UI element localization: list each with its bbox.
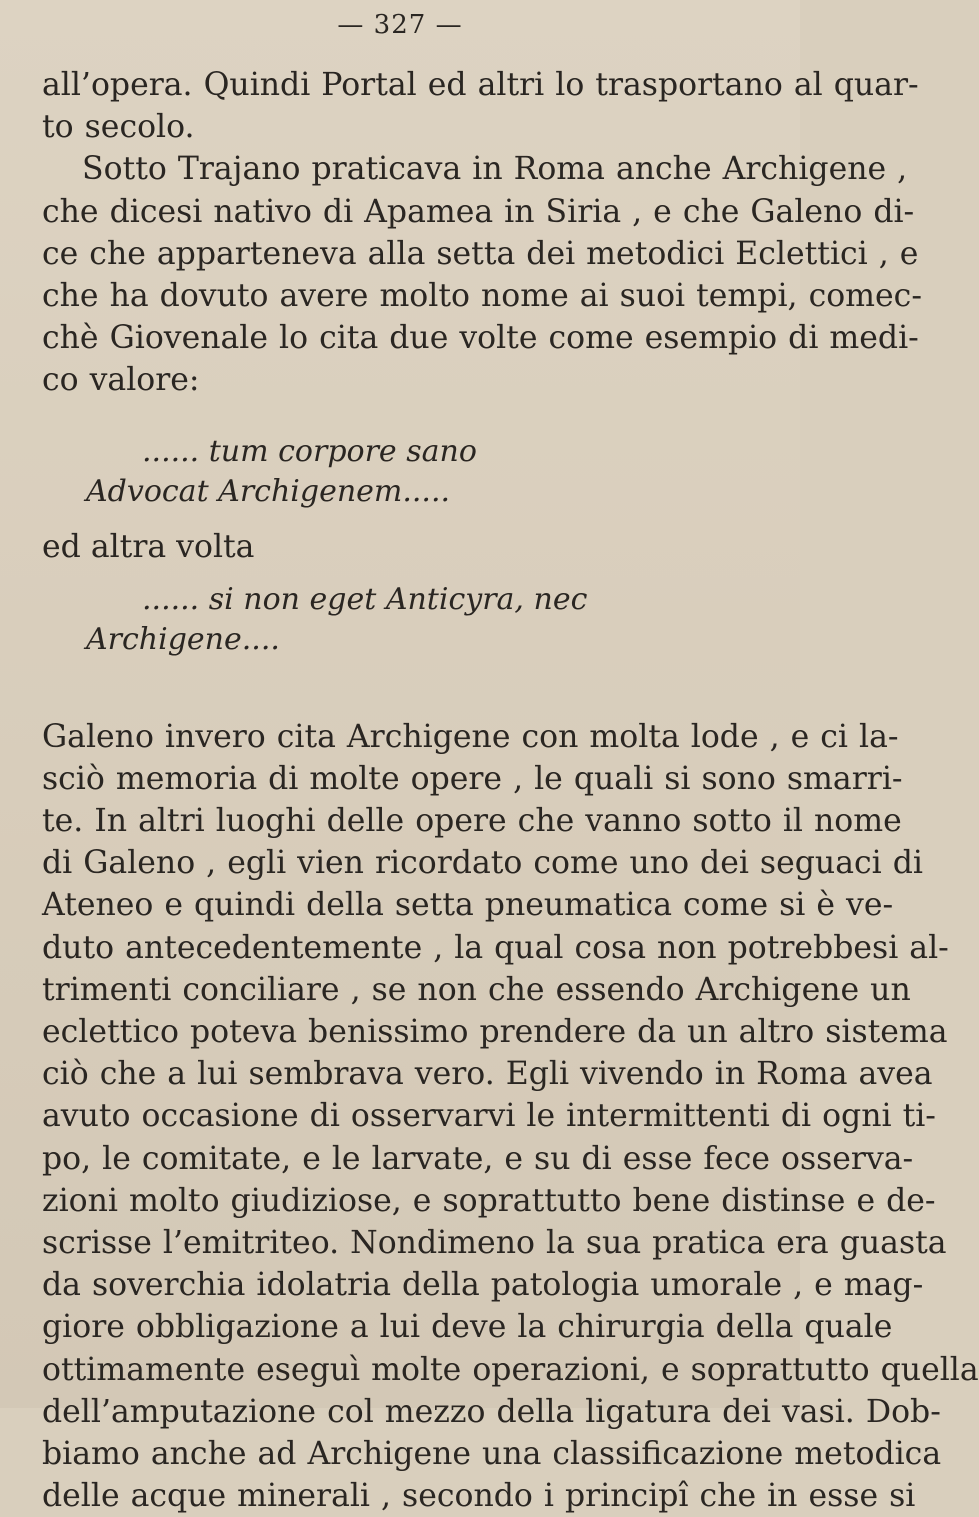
quote-2 (42, 580, 754, 660)
text-line: che ha dovuto avere molto nome ai suoi tempi, comec- (42, 278, 922, 315)
between-text: ed altra volta (42, 528, 255, 565)
text-line: da soverchia idolatria della patologia umorale , e mag- (42, 1267, 924, 1304)
text-line: trimenti conciliare , se non che essendo Archigene un (42, 971, 911, 1008)
text-line: chè Giovenale lo cita due volte come esempio di medi- (42, 320, 919, 357)
quote-line: Archigene.... (86, 621, 280, 657)
text-line: delle acque minerali , secondo i principî che in esse si (42, 1478, 916, 1515)
text-line: te. In altri luoghi delle opere che vanno sotto il nome (42, 803, 902, 840)
text-line: Sotto Trajano praticava in Roma anche Archigene , (82, 151, 908, 188)
page-number: — 327 — (337, 10, 463, 40)
text-line: di Galeno , egli vien ricordato come uno dei seguaci di (42, 845, 923, 882)
text-line: ciò che a lui sembrava vero. Egli vivendo in Roma avea (42, 1056, 933, 1093)
text-line: dell’amputazione col mezzo della ligatura dei vasi. Dob- (42, 1393, 941, 1430)
text-line: to secolo. (42, 109, 195, 146)
text-line: po, le comitate, e le larvate, e su di esse fece osserva- (42, 1140, 914, 1177)
text-line: Ateneo e quindi della setta pneumatica come si è ve- (42, 887, 894, 924)
text-line: Galeno invero cita Archigene con molta lode , e ci la- (42, 718, 899, 755)
paragraph-3 (42, 716, 979, 1517)
text-line: eclettico poteva benissimo prendere da un altro sistema (42, 1014, 948, 1051)
quote-line: Advocat Archigenem..... (86, 473, 451, 509)
paragraph-1 (42, 64, 919, 148)
text-line: all’opera. Quindi Portal ed altri lo trasportano al quar- (42, 67, 919, 103)
text-line: duto antecedentemente , la qual cosa non potrebbesi al- (42, 929, 949, 966)
quote-1 (42, 432, 754, 512)
text-line: co valore: (42, 362, 200, 399)
text-line: ottimamente eseguì molte operazioni, e soprattutto quella (42, 1351, 979, 1388)
text-line: biamo anche ad Archigene una classificazione metodica (42, 1436, 942, 1473)
text-line: che dicesi nativo di Apamea in Siria , e che Galeno di- (42, 193, 915, 230)
text-line: avuto occasione di osservarvi le intermittenti di ogni ti- (42, 1098, 936, 1135)
text-line: scrisse l’emitriteo. Nondimeno la sua pratica era guasta (42, 1225, 947, 1262)
text-line: zioni molto giudiziose, e soprattutto bene distinse e de- (42, 1182, 936, 1219)
text-line: sciò memoria di molte opere , le quali si sono smarri- (42, 760, 903, 797)
quote-line: ...... tum corpore sano (142, 433, 477, 469)
text-line: ce che apparteneva alla setta dei metodici Eclettici , e (42, 235, 919, 272)
text-line: giore obbligazione a lui deve la chirurgia della quale (42, 1309, 893, 1346)
paragraph-2 (42, 148, 922, 401)
quote-line: ...... si non eget Anticyra, nec (142, 581, 588, 617)
